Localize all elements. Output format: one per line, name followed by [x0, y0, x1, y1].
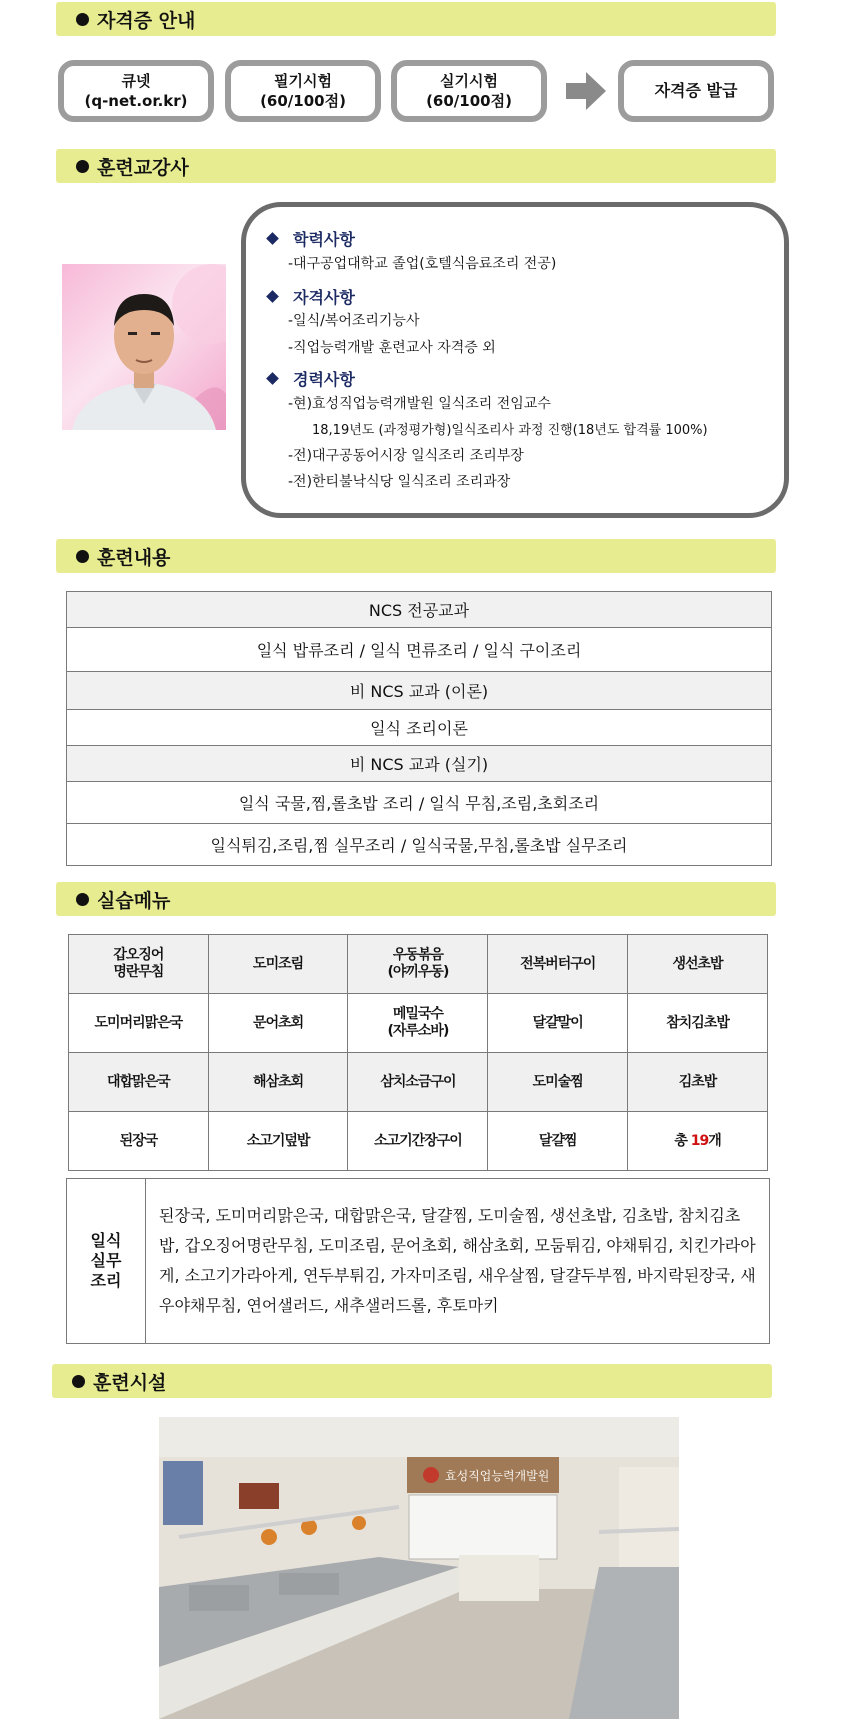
section-bar-instructor	[56, 149, 776, 183]
menu-item: 갑오징어 명란무침	[113, 947, 164, 980]
menu-cell	[488, 1053, 628, 1112]
menu-item: 우동볶음 (야끼우동)	[387, 947, 449, 980]
section-title: 훈련교강사	[97, 156, 189, 179]
arrow-right-icon	[566, 72, 606, 110]
flow-step-practical	[391, 60, 547, 122]
menu-cell	[69, 1112, 209, 1171]
menu-item: 소고기덮밥	[246, 1132, 310, 1149]
section-title: 훈련내용	[97, 546, 171, 569]
practice-content: 일식튀김,조림,찜 실무조리 / 일식국물,무침,롤초밥 실무조리	[67, 824, 772, 866]
career-heading	[268, 367, 355, 390]
practical-cooking-box	[66, 1178, 770, 1344]
menu-cell	[208, 935, 348, 994]
menu-cell	[208, 1112, 348, 1171]
career-subline: 18,19년도 (과정평가형)일식조리사 과정 진행(18년도 합격률 100%)	[312, 423, 708, 438]
education-heading	[268, 227, 355, 250]
ncs-header: NCS 전공교과	[67, 592, 772, 628]
diamond-bullet-icon	[266, 290, 279, 303]
section-bar-cert	[56, 2, 776, 36]
flow-step-qnet	[58, 60, 214, 122]
section-bar-menu	[56, 882, 776, 916]
menu-cell	[69, 1053, 209, 1112]
menu-item: 대합맑은국	[107, 1073, 170, 1090]
instructor-profile-card	[241, 202, 789, 518]
facility-photo	[159, 1417, 679, 1719]
menu-item: 된장국	[119, 1132, 158, 1149]
bullet-icon	[76, 893, 89, 906]
career-line: -전)대구공동어시장 일식조리 조리부장	[288, 448, 524, 464]
menu-cell	[488, 935, 628, 994]
menu-item: 삼치소금구이	[380, 1073, 456, 1090]
menu-item: 달걀말이	[532, 1014, 583, 1031]
career-line: -전)한티불낙식당 일식조리 조리과장	[288, 474, 511, 490]
section-title: 자격증 안내	[97, 9, 196, 32]
total-prefix: 총	[674, 1132, 691, 1149]
instructor-photo	[62, 264, 226, 430]
menu-item: 메밀국수 (자루소바)	[387, 1006, 449, 1039]
menu-item: 참치김초밥	[666, 1014, 729, 1031]
theory-header: 비 NCS 교과 (이론)	[67, 672, 772, 710]
training-content-table	[66, 591, 772, 866]
menu-total-cell	[628, 1112, 768, 1171]
menu-cell	[628, 935, 768, 994]
practice-menu-table	[68, 934, 768, 1171]
menu-item: 김초밥	[678, 1073, 717, 1090]
flow-step-line1: 실기시험	[440, 72, 498, 90]
flow-step-line2: (60/100점)	[426, 92, 512, 110]
section-title: 훈련시설	[93, 1371, 167, 1394]
flow-step-line2: (60/100점)	[260, 92, 346, 110]
practice-content: 일식 국물,찜,롤초밥 조리 / 일식 무침,조림,초회조리	[67, 782, 772, 824]
menu-item: 생선초밥	[672, 955, 723, 972]
menu-cell	[488, 994, 628, 1053]
menu-item: 도미머리맑은국	[94, 1014, 183, 1031]
menu-item: 도미조림	[253, 955, 304, 972]
menu-cell	[628, 994, 768, 1053]
qualification-line: -직업능력개발 훈련교사 자격증 외	[288, 340, 496, 356]
diamond-bullet-icon	[266, 232, 279, 245]
qualification-title: 자격사항	[293, 288, 355, 307]
practical-menu-list: 된장국, 도미머리맑은국, 대합맑은국, 달걀찜, 도미술찜, 생선초밥, 김초밥, 참치김초밥, 갑오징어명란무침, 도미조림, 문어초회, 해삼초회, 모둠튀김, 야채튀김, 치킨가라아게, 소고기가라아게, 연두부튀김, 가자미조림, 새우살찜, 달걀두부찜, 바지락된장국, 새우야채무침, 연어샐러드, 새추샐러드롤, 후토마키	[159, 1206, 756, 1315]
menu-item: 전복버터구이	[520, 955, 596, 972]
qualification-line: -일식/복어조리기능사	[288, 313, 420, 329]
section-bar-facility	[52, 1364, 772, 1398]
education-line: -대구공업대학교 졸업(호텔식음료조리 전공)	[288, 256, 557, 272]
practical-label	[67, 1179, 146, 1343]
menu-item: 소고기간장구이	[374, 1132, 462, 1149]
section-bar-content	[56, 539, 776, 573]
career-line: -현)효성직업능력개발원 일식조리 전임교수	[288, 396, 551, 412]
theory-content: 일식 조리이론	[67, 710, 772, 746]
bullet-icon	[76, 550, 89, 563]
menu-cell	[348, 1112, 488, 1171]
menu-cell	[348, 1053, 488, 1112]
flow-step-line1: 큐넷	[121, 72, 151, 90]
education-title: 학력사항	[293, 230, 355, 249]
menu-item: 해삼초회	[253, 1073, 304, 1090]
ncs-content: 일식 밥류조리 / 일식 면류조리 / 일식 구이조리	[67, 628, 772, 672]
section-title: 실습메뉴	[97, 889, 171, 912]
qualification-heading	[268, 285, 355, 308]
menu-cell	[69, 935, 209, 994]
flow-step-line1: 필기시험	[274, 72, 332, 90]
total-count: 19	[690, 1132, 709, 1149]
menu-item: 달걀찜	[538, 1132, 577, 1149]
menu-item: 문어초회	[253, 1014, 304, 1031]
menu-cell	[348, 935, 488, 994]
menu-cell	[628, 1053, 768, 1112]
bullet-icon	[72, 1375, 85, 1388]
career-title: 경력사항	[293, 370, 355, 389]
bullet-icon	[76, 160, 89, 173]
menu-cell	[208, 1053, 348, 1112]
menu-cell	[348, 994, 488, 1053]
bullet-icon	[76, 13, 89, 26]
menu-item: 도미술찜	[532, 1073, 583, 1090]
practical-label-text: 일식 실무 조리	[90, 1231, 122, 1290]
flow-step-line2: (q-net.or.kr)	[84, 92, 188, 110]
flow-step-line1: 자격증 발급	[654, 81, 738, 100]
practice-header: 비 NCS 교과 (실기)	[67, 746, 772, 782]
facility-sign: 효성직업능력개발원	[445, 1469, 550, 1483]
menu-cell	[208, 994, 348, 1053]
flow-step-issue	[618, 60, 774, 122]
diamond-bullet-icon	[266, 372, 279, 385]
total-suffix: 개	[708, 1132, 721, 1149]
menu-cell	[69, 994, 209, 1053]
flow-step-written	[225, 60, 381, 122]
menu-cell	[488, 1112, 628, 1171]
